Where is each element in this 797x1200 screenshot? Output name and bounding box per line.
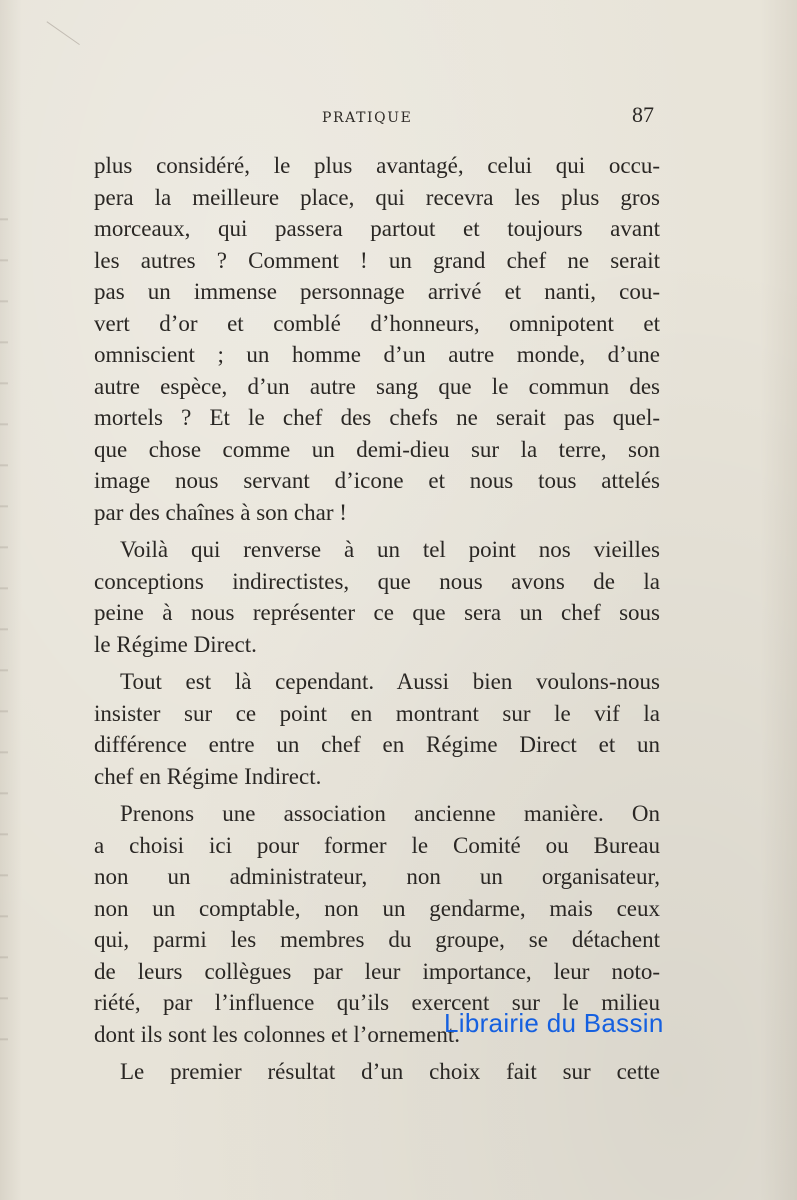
paragraph-end-line: dont ils sont les colonnes et l’ornement. bbox=[94, 1021, 461, 1047]
paragraph-end-line: le Régime Direct. bbox=[94, 631, 257, 657]
text-line: qui, parmi les membres du groupe, se détachent bbox=[94, 927, 660, 952]
text-line: pas un immense personnage arrivé et nanti, cou- bbox=[94, 279, 660, 304]
text-line: omniscient ; un homme d’un autre monde, d’une bbox=[94, 342, 660, 367]
paragraph-start-line: Le premier résultat d’un choix fait sur cette bbox=[120, 1059, 660, 1084]
text-line: pera la meilleure place, qui recevra les plus gros bbox=[94, 184, 660, 210]
text-line: vert d’or et comblé d’honneurs, omnipotent et bbox=[94, 310, 660, 336]
text-line: insister sur ce point en montrant sur le vif la bbox=[94, 700, 660, 726]
paragraph-start-line: Voilà qui renverse à un tel point nos vieilles bbox=[120, 537, 660, 562]
text-line: mortels ? Et le chef des chefs ne serait pas quel- bbox=[94, 405, 660, 430]
text-line: les autres ? Comment ! un grand chef ne serait bbox=[94, 247, 660, 273]
seller-watermark: Librairie du Bassin bbox=[444, 1008, 664, 1038]
text-line: morceaux, qui passera partout et toujours avant bbox=[94, 216, 660, 241]
text-line: non un administrateur, non un organisateur, bbox=[94, 864, 660, 889]
paragraph-start-line: Tout est là cependant. Aussi bien voulons-nous bbox=[120, 669, 660, 694]
text-line: non un comptable, non un gendarme, mais ceux bbox=[94, 895, 660, 921]
text-line: de leurs collègues par leur importance, leur noto- bbox=[94, 958, 660, 984]
text-line: différence entre un chef en Régime Direct et un bbox=[94, 732, 660, 757]
page-fold-mark bbox=[47, 0, 95, 45]
body-text bbox=[94, 150, 660, 1088]
text-line: conceptions indirectistes, que nous avons de la bbox=[94, 568, 660, 594]
text-line: riété, par l’influence qu’ils exercent sur le milieu bbox=[94, 990, 660, 1015]
page-edge-marks bbox=[0, 180, 8, 1060]
text-line: image nous servant d’icone et nous tous attelés bbox=[94, 468, 660, 493]
text-line: peine à nous représenter ce que sera un chef sous bbox=[94, 600, 660, 625]
paragraph-end-line: chef en Régime Indirect. bbox=[94, 763, 322, 789]
text-line: a choisi ici pour former le Comité ou Bureau bbox=[94, 832, 660, 858]
page-number: 87 bbox=[632, 102, 654, 127]
text-line: plus considéré, le plus avantagé, celui qui occu- bbox=[94, 153, 660, 178]
text-line: que chose comme un demi-dieu sur la terre, son bbox=[94, 436, 660, 462]
paragraph-end-line: par des chaînes à son char ! bbox=[94, 499, 347, 525]
paragraph-start-line: Prenons une association ancienne manière. On bbox=[120, 801, 660, 826]
text-line: autre espèce, d’un autre sang que le commun des bbox=[94, 373, 660, 399]
running-head: PRATIQUE bbox=[322, 110, 413, 126]
